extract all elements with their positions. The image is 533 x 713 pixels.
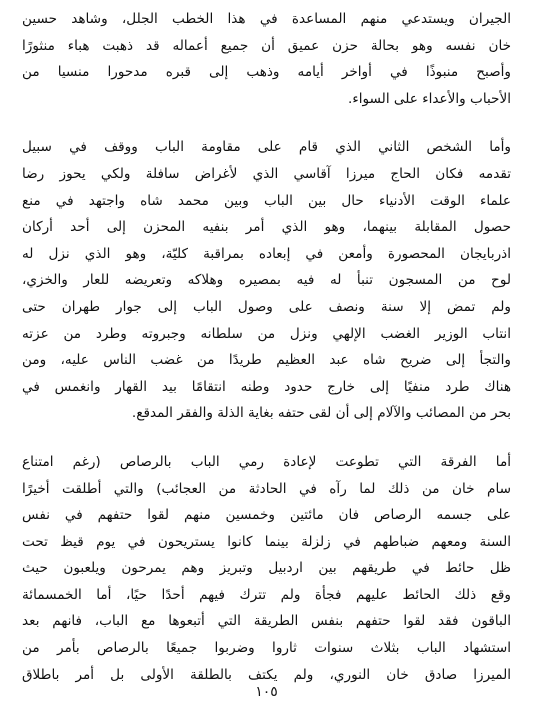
- text-line: هناك طرد منفيًا إلى خارج حدود وطنه انتقامًا بيد القهار وانغمس في: [22, 378, 511, 395]
- text-line: والتجأ إلى ضريح شاه عبد العظيم طريدًا من غضب الناس عليه، ومن: [22, 352, 511, 369]
- paragraph-spacer: [22, 112, 511, 134]
- paragraph-2: [22, 134, 511, 427]
- text-line: انتاب الوزير الغضب الإلهي ونزل من سلطانه وجبروته وطرد من عزته: [22, 325, 511, 342]
- text-line: لوح من المسجون تنبأ له فيه بمصيره وهلاكه وتعريضه للعار والخزي،: [22, 272, 511, 289]
- text-line: السنة ومعهم ضباطهم في زلزلة بينما كانوا يستريحون في يوم قيظ تحت: [22, 533, 511, 550]
- text-line: وقع ذلك الحائط عليهم فجأة ولم تترك فيهم أحدًا حيًا، أما الخمسمائة: [22, 586, 511, 603]
- text-line: تقدمه فكان الحاج ميرزا آقاسي الذي لأغراض سافلة ولكي يحوز رضا: [22, 165, 511, 182]
- text-line: ظل حائط في طريقهم بين اردبيل وتبريز وهم يمرحون ويلعبون حيث: [22, 560, 511, 577]
- text-line: ولم تمض إلا سنة ونصف على وصول الباب إلى جوار طهران حتى: [22, 298, 511, 315]
- text-line: على جسمه الرصاص فان مائتين وخمسين منهم لقوا حتفهم في نفس: [22, 507, 511, 524]
- paragraph-3: [22, 449, 511, 688]
- text-line: الجيران ويستدعي منهم المساعدة في هذا الخطب الجلل، وشاهد حسين: [22, 11, 511, 27]
- text-line: خان نفسه وهو بحالة حزن عميق أن جميع أعماله قد ذهبت هباء منثورًا: [22, 37, 511, 54]
- text-line: بحر من المصائب والآلام إلى أن لقى حتفه بغاية الذلة والفقر المدقع.: [131, 405, 511, 422]
- text-line: سام خان من ذلك لما رآه في الحادثة من العجائب) والتي أطلقت أخيرًا: [22, 480, 511, 497]
- text-line: وأما الشخص الثاني الذي قام على مقاومة الباب ووقف في سبيل: [22, 139, 511, 156]
- text-line: الباقون فقد لقوا حتفهم بنفس الطريقة التي أتبعوها مع الباب، فانهم بعد: [22, 613, 511, 630]
- page-number: ١٠٥: [255, 684, 278, 700]
- text-line: الأحباب والأعداء على السواء.: [348, 90, 511, 107]
- text-line: الميرزا صادق خان النوري، ولم يكتف بالطلقة الأولى بل أمر باطلاق: [22, 666, 511, 683]
- text-line: علماء الوقت الأدنياء حال بين الباب وبين محمد شاه واجتهد في منع: [22, 192, 511, 209]
- text-line: وأصبح منبوذًا في أواخر أيامه وذهب إلى قبره مدحورا منسيا من: [22, 64, 511, 81]
- paragraph-1: [22, 6, 511, 112]
- text-line: أما الفرقة التي تطوعت لإعادة رمي الباب بالرصاص (رغم امتناع: [22, 453, 511, 470]
- text-line: استشهاد الباب بثلاث سنوات ثاروا وضربوا جميعًا بالرصاص بأمر من: [22, 640, 511, 657]
- paragraph-spacer: [22, 427, 511, 449]
- text-line: حصول المقابلة بينهما، وهو الذي أمر بنفيه المحزن إلى أحد أركان: [22, 219, 511, 236]
- text-line: اذربايجان المحصورة وأمعن في إبعاده بمراقبة كليّة، وهو الذي نزل له: [22, 245, 511, 262]
